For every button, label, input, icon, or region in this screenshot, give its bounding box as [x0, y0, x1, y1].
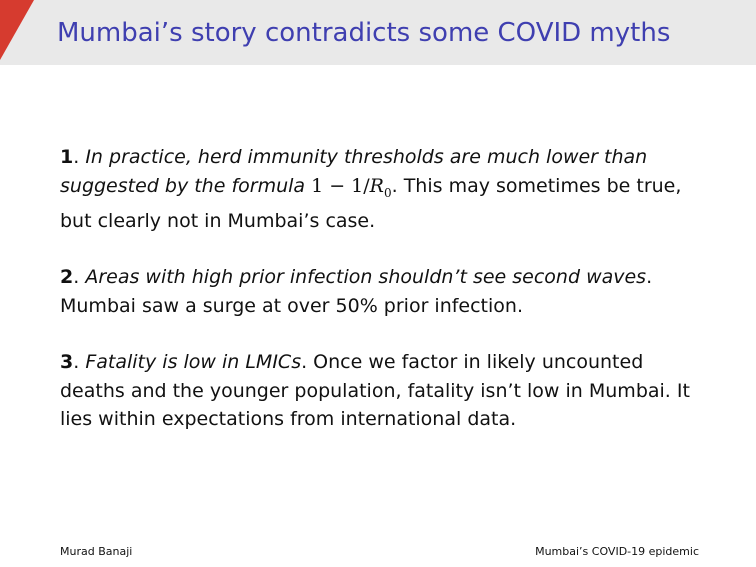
corner-accent [0, 0, 34, 60]
herd-immunity-formula [311, 174, 392, 200]
slide-body [60, 143, 710, 462]
point-number: 2 [60, 266, 74, 289]
footer-talk-title: Mumbai’s COVID-19 epidemic [535, 545, 699, 558]
point-number: 1 [60, 146, 74, 168]
formula-lead: 1 − 1/ [311, 174, 370, 197]
footer-author: Murad Banaji [60, 545, 133, 558]
slide-title: Mumbai’s story contradicts some COVID myths [57, 18, 671, 48]
point-1: 1. In practice, herd immunity thresholds are much lower than suggested by the formula $1 - 1/R_0$. This may sometimes be true, but clearly not in Mumbai’s case. [60, 146, 682, 232]
formula-subscript: 0 [383, 185, 392, 200]
point-claim: Fatality is low in LMICs [85, 351, 302, 374]
point-claim: Areas with high prior infection shouldn’t see second waves [85, 266, 647, 289]
point-number: 3 [60, 351, 74, 374]
claim-text: In practice, herd immunity thresholds are much lower than suggested by the formula [60, 146, 648, 197]
point-body: . This may sometimes be true, but clearly not in Mumbai’s case. [60, 174, 682, 232]
point-body: . Once we factor in likely uncounted deaths and the younger population, fatality isn’t low in Mumbai. It lies within expectations from international data. [60, 351, 690, 431]
point-body: . Mumbai saw a surge at over 50% prior infection. [60, 266, 653, 317]
formula-variable: R [369, 174, 384, 197]
slide-header [0, 0, 756, 65]
point-3: 3. Fatality is low in LMICs. Once we factor in likely uncounted deaths and the younger population, fatality isn’t low in Mumbai. It lies within expectations from international data. [60, 351, 690, 431]
point-2: 2. Areas with high prior infection shouldn’t see second waves. Mumbai saw a surge at over 50% prior infection. [60, 266, 653, 317]
